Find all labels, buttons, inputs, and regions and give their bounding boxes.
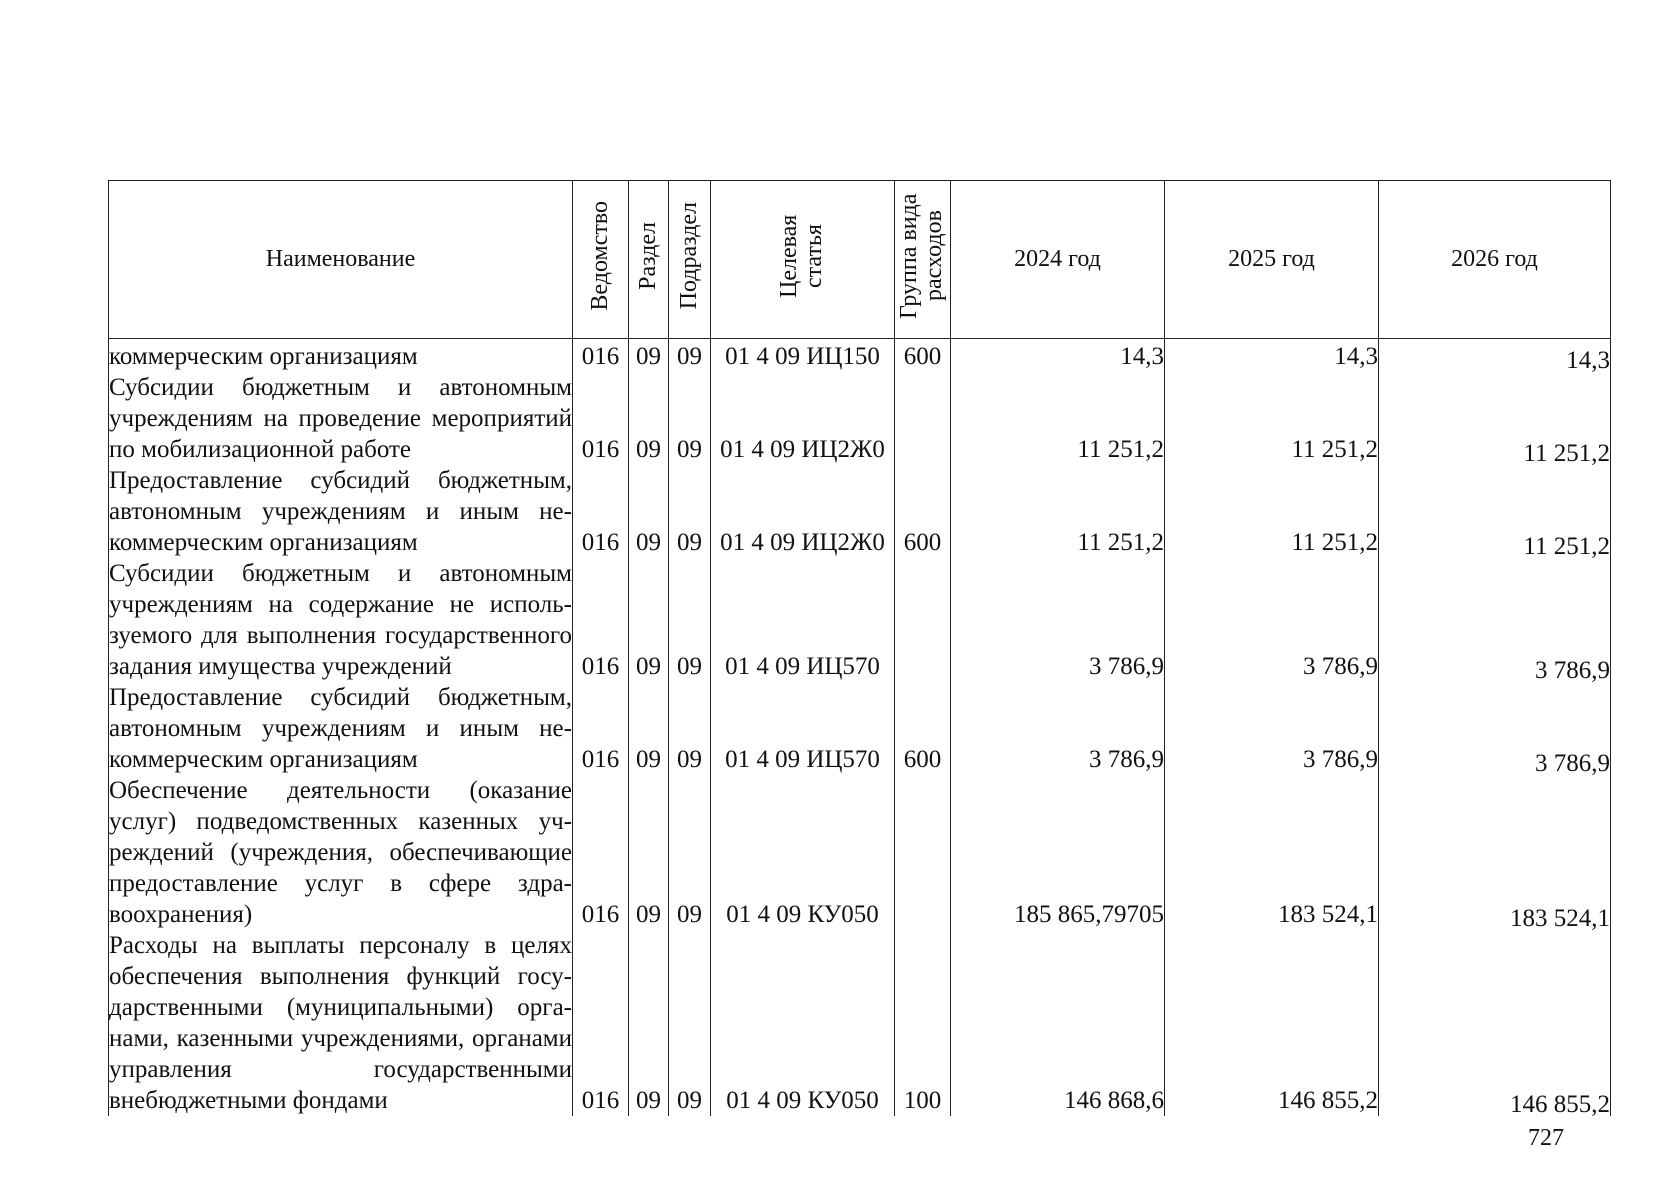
row-subsection: 09 xyxy=(669,558,711,682)
row-2026: 3 786,9 xyxy=(1379,562,1611,686)
row-target-article: 01 4 09 ИЦ2Ж0 xyxy=(711,465,895,558)
row-department: 016 xyxy=(573,558,629,682)
row-2025: 3 786,9 xyxy=(1165,682,1379,775)
row-section: 09 xyxy=(629,372,669,465)
row-name: коммерческим организациям xyxy=(109,339,573,373)
header-name: Наименование xyxy=(109,181,573,339)
header-target-article: Целевая статья xyxy=(711,181,895,339)
row-department: 016 xyxy=(573,465,629,558)
row-2026: 146 855,2 xyxy=(1379,934,1611,1120)
row-2026: 3 786,9 xyxy=(1379,686,1611,779)
row-section: 09 xyxy=(629,775,669,930)
row-target-article: 01 4 09 КУ050 xyxy=(711,930,895,1116)
row-expense-group: 600 xyxy=(895,682,951,775)
row-department: 016 xyxy=(573,775,629,930)
row-section: 09 xyxy=(629,339,669,373)
row-2025: 11 251,2 xyxy=(1165,372,1379,465)
row-2026: 183 524,1 xyxy=(1379,779,1611,934)
table-row xyxy=(109,339,1611,373)
row-subsection: 09 xyxy=(669,775,711,930)
row-target-article: 01 4 09 ИЦ570 xyxy=(711,558,895,682)
header-expense-group: Группа вида расходов xyxy=(895,181,951,339)
row-section: 09 xyxy=(629,930,669,1116)
header-2024: 2024 год xyxy=(951,181,1165,339)
table-row xyxy=(109,682,1611,775)
row-expense-group xyxy=(895,775,951,930)
row-2025: 183 524,1 xyxy=(1165,775,1379,930)
row-2024: 185 865,79705 xyxy=(951,775,1165,930)
table-header-row xyxy=(109,181,1611,339)
row-name: Субсидии бюджетным и автономным учреждениям на проведение мероприятий по мобилизационной работе xyxy=(109,374,572,463)
row-2026: 11 251,2 xyxy=(1379,469,1611,562)
row-department: 016 xyxy=(573,682,629,775)
row-subsection: 09 xyxy=(669,372,711,465)
row-subsection: 09 xyxy=(669,465,711,558)
row-2024: 11 251,2 xyxy=(951,372,1165,465)
row-target-article: 01 4 09 ИЦ2Ж0 xyxy=(711,372,895,465)
header-department: Ведомство xyxy=(573,181,629,339)
table-row xyxy=(109,465,1611,558)
row-2025: 146 855,2 xyxy=(1165,930,1379,1116)
row-department: 016 xyxy=(573,372,629,465)
header-2025: 2025 год xyxy=(1165,181,1379,339)
row-target-article: 01 4 09 ИЦ570 xyxy=(711,682,895,775)
row-department: 016 xyxy=(573,339,629,373)
row-expense-group: 600 xyxy=(895,339,951,373)
row-expense-group xyxy=(895,558,951,682)
row-2026: 14,3 xyxy=(1379,343,1611,377)
row-2024: 11 251,2 xyxy=(951,465,1165,558)
table-row xyxy=(109,775,1611,930)
row-section: 09 xyxy=(629,682,669,775)
table-row xyxy=(109,372,1611,465)
budget-table xyxy=(108,180,1611,1116)
row-2025: 14,3 xyxy=(1165,339,1379,373)
header-subsection: Подраздел xyxy=(669,181,711,339)
row-2026: 11 251,2 xyxy=(1379,376,1611,469)
table-row xyxy=(109,558,1611,682)
row-target-article: 01 4 09 КУ050 xyxy=(711,775,895,930)
table-row xyxy=(109,930,1611,1116)
row-2025: 3 786,9 xyxy=(1165,558,1379,682)
row-2025: 11 251,2 xyxy=(1165,465,1379,558)
row-2024: 3 786,9 xyxy=(951,682,1165,775)
row-2024: 146 868,6 xyxy=(951,930,1165,1116)
row-target-article: 01 4 09 ИЦ150 xyxy=(711,339,895,373)
row-expense-group: 100 xyxy=(895,930,951,1116)
row-2024: 3 786,9 xyxy=(951,558,1165,682)
row-2024: 14,3 xyxy=(951,339,1165,373)
row-subsection: 09 xyxy=(669,682,711,775)
row-name: Предоставление субсидий бюджетным, автономным учреждениям и иным некоммерческим организациям xyxy=(109,684,572,773)
row-section: 09 xyxy=(629,558,669,682)
page-number: 727 xyxy=(1528,1125,1564,1151)
row-name: Расходы на выплаты персоналу в целях обеспечения выполнения функций государственными (муниципальными) органами, казенными учреждениями, органами управления государственными внебюджетными фондами xyxy=(109,932,572,1114)
row-name: Предоставление субсидий бюджетным, автономным учреждениям и иным некоммерческим организациям xyxy=(109,467,572,556)
header-2026: 2026 год xyxy=(1379,181,1611,339)
row-name: Обеспечение деятельности (оказание услуг) подведомственных казенных учреждений (учреждения, обеспечивающие предоставление услуг в сфере здравоохранения) xyxy=(109,777,572,928)
row-subsection: 09 xyxy=(669,339,711,373)
row-department: 016 xyxy=(573,930,629,1116)
row-subsection: 09 xyxy=(669,930,711,1116)
row-expense-group xyxy=(895,372,951,465)
header-section: Раздел xyxy=(629,181,669,339)
row-section: 09 xyxy=(629,465,669,558)
row-name: Субсидии бюджетным и автономным учреждениям на содержание не используемого для выполнения государственного задания имущества учреждений xyxy=(109,560,572,680)
row-expense-group: 600 xyxy=(895,465,951,558)
